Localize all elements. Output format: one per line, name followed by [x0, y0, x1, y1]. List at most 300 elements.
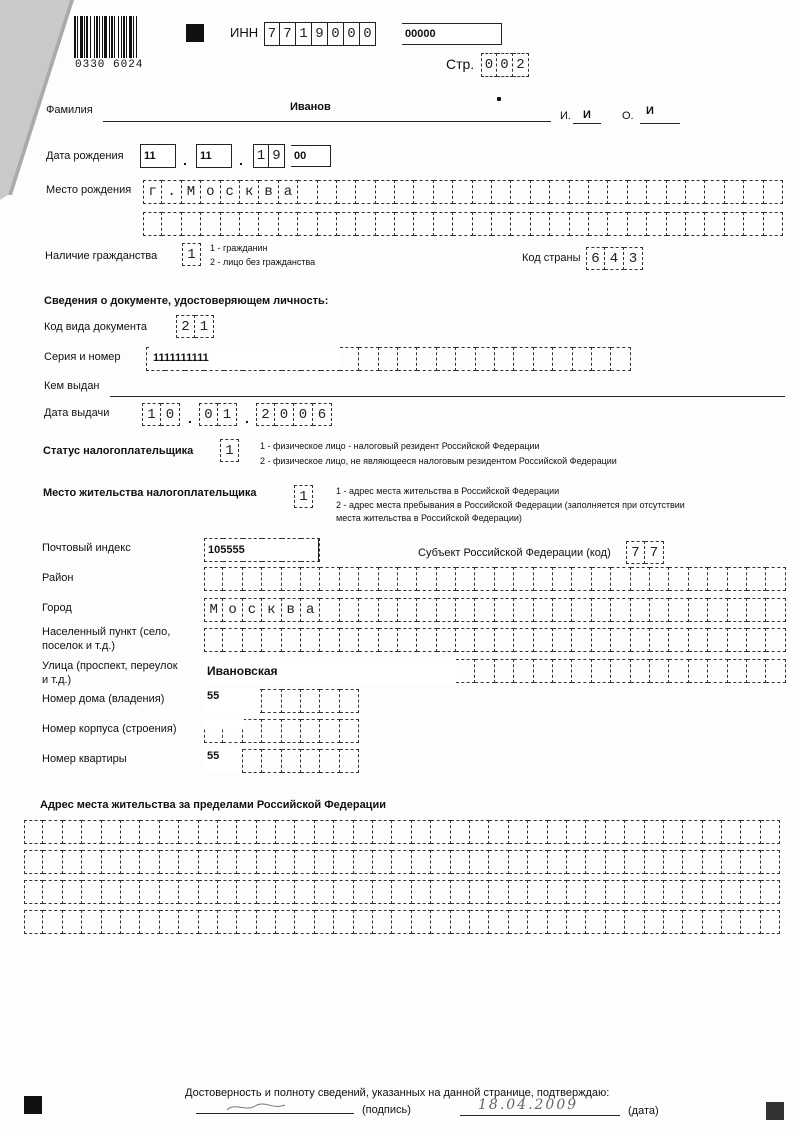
form-cell [567, 820, 586, 844]
form-cell [592, 347, 611, 371]
form-cell [43, 910, 62, 934]
form-cell [611, 659, 630, 683]
form-cell [376, 180, 395, 204]
form-cell [664, 880, 683, 904]
barcode-bar [111, 16, 113, 58]
form-cell [373, 820, 392, 844]
form-cell [553, 628, 572, 652]
form-cell [586, 880, 605, 904]
form-cell [747, 598, 766, 622]
form-cell [606, 820, 625, 844]
form-cell: в [282, 598, 301, 622]
form-cell [431, 910, 450, 934]
form-cell [683, 880, 702, 904]
signature-label: (подпись) [362, 1104, 411, 1116]
form-cell [282, 689, 301, 713]
form-cell [82, 820, 101, 844]
taxpayer-status-label: Статус налогоплательщика [43, 445, 194, 457]
form-cell [725, 212, 744, 236]
form-cell [722, 820, 741, 844]
form-cell [354, 820, 373, 844]
inn-tail: 00000 [402, 23, 502, 45]
form-cell [572, 567, 591, 591]
form-cell [340, 598, 359, 622]
form-cell [414, 180, 433, 204]
form-cell [606, 880, 625, 904]
form-cell [495, 659, 514, 683]
form-cell [548, 910, 567, 934]
form-cell [451, 880, 470, 904]
foreign-address-row-3 [24, 880, 780, 904]
form-cell [686, 212, 705, 236]
street-label-2: и т.д.) [42, 674, 72, 686]
form-cell [567, 910, 586, 934]
residence-cell [294, 485, 313, 508]
form-cell [489, 850, 508, 874]
form-cell [747, 567, 766, 591]
form-cell [282, 749, 301, 773]
form-cell: 1 [182, 243, 201, 266]
form-cell [412, 850, 431, 874]
form-cell [257, 820, 276, 844]
form-cell [259, 212, 278, 236]
form-cell [650, 628, 669, 652]
form-cell [140, 910, 159, 934]
barcode-image [72, 16, 164, 62]
form-cell [453, 212, 472, 236]
form-cell [24, 910, 43, 934]
inn-cells [264, 22, 376, 46]
form-cell [398, 567, 417, 591]
apartment-value: 55 [204, 748, 242, 773]
form-cell [683, 850, 702, 874]
form-cell: 0 [344, 22, 360, 46]
form-cell [340, 628, 359, 652]
form-cell [553, 567, 572, 591]
form-cell [741, 850, 760, 874]
form-cell [611, 567, 630, 591]
form-cell [295, 820, 314, 844]
settlement-label-1: Населенный пункт (село, [42, 626, 171, 638]
form-cell [728, 567, 747, 591]
form-cell [262, 628, 281, 652]
form-cell [528, 850, 547, 874]
form-cell [412, 880, 431, 904]
speck [497, 97, 501, 101]
form-cell [301, 628, 320, 652]
form-cell [282, 628, 301, 652]
form-cell [650, 659, 669, 683]
form-cell [276, 880, 295, 904]
form-cell [392, 850, 411, 874]
form-cell [379, 628, 398, 652]
form-cell [586, 910, 605, 934]
form-cell: с [243, 598, 262, 622]
region-code-cells [626, 541, 664, 564]
barcode-bar [90, 16, 91, 58]
form-cell [301, 567, 320, 591]
form-cell [572, 659, 591, 683]
form-cell [606, 910, 625, 934]
form-cell [434, 212, 453, 236]
initial-name-line [573, 123, 601, 124]
form-cell [24, 850, 43, 874]
form-cell [237, 880, 256, 904]
form-cell [548, 820, 567, 844]
issued-by-label: Кем выдан [44, 380, 100, 392]
barcode-bar [126, 16, 127, 58]
postal-code-label: Почтовый индекс [42, 542, 131, 554]
form-cell [747, 659, 766, 683]
settlement-label-2: поселок и т.д.) [42, 640, 116, 652]
form-cell [495, 347, 514, 371]
birth-month: 11 [196, 144, 232, 168]
form-cell [531, 212, 550, 236]
issue-day-cells [142, 403, 180, 426]
form-cell [221, 212, 240, 236]
form-cell [647, 212, 666, 236]
document-section-title: Сведения о документе, удостоверяющем личность: [44, 295, 329, 307]
barcode-bar [121, 16, 122, 58]
form-cell [376, 212, 395, 236]
form-cell [722, 880, 741, 904]
form-cell [63, 850, 82, 874]
form-cell [492, 212, 511, 236]
form-cell [199, 880, 218, 904]
form-cell [395, 212, 414, 236]
form-cell [548, 880, 567, 904]
form-cell [592, 659, 611, 683]
form-cell [747, 628, 766, 652]
form-cell: в [259, 180, 278, 204]
form-cell [689, 628, 708, 652]
form-cell [320, 689, 339, 713]
form-cell [608, 212, 627, 236]
form-cell [199, 850, 218, 874]
form-cell [703, 880, 722, 904]
form-cell [669, 628, 688, 652]
form-cell [356, 212, 375, 236]
form-cell [359, 628, 378, 652]
form-cell [741, 880, 760, 904]
series-value: 1111111111 [150, 346, 340, 370]
issued-by-line [110, 396, 785, 397]
form-cell [182, 212, 201, 236]
form-cell [511, 212, 530, 236]
form-cell [395, 180, 414, 204]
form-cell [243, 567, 262, 591]
form-cell [514, 567, 533, 591]
issue-sep-2: . [245, 410, 249, 426]
form-cell [689, 598, 708, 622]
form-cell: 0 [360, 22, 376, 46]
form-cell [262, 749, 281, 773]
form-cell [334, 910, 353, 934]
residence-option-2: 2 - адрес места пребывания в Российской Федерации (заполняется при отсутствии [336, 500, 685, 510]
form-cell [744, 212, 763, 236]
initial-patronymic-line [640, 123, 680, 124]
residence-option-1: 1 - адрес места жительства в Российской Федерации [336, 486, 560, 496]
form-cell [102, 880, 121, 904]
form-cell [240, 212, 259, 236]
form-cell [282, 567, 301, 591]
barcode-bar [129, 16, 132, 58]
form-cell [43, 850, 62, 874]
form-cell [708, 598, 727, 622]
form-cell [199, 910, 218, 934]
form-cell [373, 910, 392, 934]
corner-marker-bottom-left [24, 1096, 42, 1114]
form-cell: 0 [294, 403, 313, 426]
form-cell [320, 749, 339, 773]
form-cell [686, 180, 705, 204]
form-cell [276, 820, 295, 844]
form-cell [470, 910, 489, 934]
form-cell [667, 212, 686, 236]
barcode-bar [133, 16, 134, 58]
form-cell [102, 910, 121, 934]
form-cell [631, 598, 650, 622]
form-cell: г [143, 180, 162, 204]
form-cell [417, 567, 436, 591]
form-cell [340, 719, 359, 743]
form-cell [431, 820, 450, 844]
form-cell [628, 212, 647, 236]
form-cell [570, 212, 589, 236]
form-cell [761, 910, 780, 934]
form-cell [315, 820, 334, 844]
form-cell [218, 820, 237, 844]
house-label: Номер дома (владения) [42, 693, 165, 705]
form-cell [509, 910, 528, 934]
form-cell [315, 910, 334, 934]
form-cell [295, 910, 314, 934]
birth-day: 11 [140, 144, 176, 168]
form-cell [199, 820, 218, 844]
form-cell: о [201, 180, 220, 204]
form-cell [243, 749, 262, 773]
form-cell [528, 910, 547, 934]
form-cell [589, 212, 608, 236]
form-cell [495, 567, 514, 591]
postal-code-value: 105555 [205, 539, 319, 561]
form-cell [379, 347, 398, 371]
surname-value: Иванов [290, 101, 331, 113]
form-cell [534, 659, 553, 683]
form-cell [689, 659, 708, 683]
form-cell [243, 628, 262, 652]
birthdate-label: Дата рождения [46, 150, 124, 162]
form-cell [417, 598, 436, 622]
corner-marker-top [186, 24, 204, 42]
form-cell [705, 180, 724, 204]
form-cell [354, 880, 373, 904]
form-cell [514, 598, 533, 622]
form-cell [320, 567, 339, 591]
district-label: Район [42, 572, 74, 584]
form-cell [509, 880, 528, 904]
form-cell [43, 880, 62, 904]
residence-label: Место жительства налогоплательщика [43, 487, 257, 499]
form-cell [476, 347, 495, 371]
form-cell [567, 850, 586, 874]
house-value: 55 [204, 688, 260, 713]
form-cell [625, 850, 644, 874]
form-cell: 0 [161, 403, 180, 426]
form-cell [121, 850, 140, 874]
birthplace-cells-row1 [143, 180, 783, 204]
form-cell [514, 628, 533, 652]
form-cell [218, 850, 237, 874]
form-cell [492, 180, 511, 204]
barcode-bar [123, 16, 125, 58]
form-cell [43, 820, 62, 844]
form-cell [475, 659, 494, 683]
initial-patronymic-value: И [646, 105, 654, 117]
form-cell [475, 628, 494, 652]
form-cell [475, 598, 494, 622]
barcode-bar [77, 16, 78, 58]
document-type-label: Код вида документа [44, 321, 147, 333]
foreign-address-row-2 [24, 850, 780, 874]
region-label: Субъект Российской Федерации (код) [418, 547, 611, 559]
form-cell [708, 567, 727, 591]
form-cell [434, 180, 453, 204]
country-label: Код страны [522, 252, 581, 264]
form-cell [722, 910, 741, 934]
form-cell [414, 212, 433, 236]
form-cell [456, 598, 475, 622]
surname-label: Фамилия [46, 104, 93, 116]
form-cell [417, 347, 436, 371]
form-cell [160, 880, 179, 904]
form-cell [431, 850, 450, 874]
apartment-label: Номер квартиры [42, 753, 127, 765]
form-cell [741, 820, 760, 844]
form-cell [24, 820, 43, 844]
barcode-bar [118, 16, 119, 58]
form-cell: М [182, 180, 201, 204]
barcode-bar [114, 16, 115, 58]
form-cell: М [204, 598, 223, 622]
form-cell [456, 347, 475, 371]
form-cell [356, 180, 375, 204]
form-cell: 2 [256, 403, 275, 426]
form-cell [553, 347, 572, 371]
form-cell [489, 910, 508, 934]
citizenship-option-1: 1 - гражданин [210, 243, 268, 253]
form-cell [528, 880, 547, 904]
form-cell [162, 212, 181, 236]
form-cell [650, 598, 669, 622]
form-cell [683, 910, 702, 934]
form-cell [766, 567, 785, 591]
city-label: Город [42, 602, 72, 614]
taxpayer-status-option-2: 2 - физическое лицо, не являющееся налоговым резидентом Российской Федерации [260, 456, 617, 466]
taxpayer-status-cell [220, 439, 239, 462]
citizenship-label: Наличие гражданства [45, 250, 158, 262]
form-cell [140, 880, 159, 904]
form-cell [611, 347, 630, 371]
form-cell: 2 [176, 315, 195, 338]
form-cell [359, 567, 378, 591]
form-cell [204, 567, 223, 591]
foreign-address-row-4 [24, 910, 780, 934]
initial-name-label: И. [560, 110, 571, 122]
surname-line [103, 121, 551, 122]
form-cell [354, 850, 373, 874]
barcode-bar [104, 16, 107, 58]
birth-sep-2: . [239, 152, 243, 168]
form-cell [218, 910, 237, 934]
form-cell [744, 180, 763, 204]
form-cell [647, 180, 666, 204]
form-cell [473, 180, 492, 204]
form-cell [741, 910, 760, 934]
form-cell [282, 719, 301, 743]
form-cell [592, 598, 611, 622]
barcode-bar [94, 16, 95, 58]
form-cell [669, 659, 688, 683]
form-cell [179, 910, 198, 934]
form-cell [650, 567, 669, 591]
form-cell [201, 212, 220, 236]
taxpayer-status-option-1: 1 - физическое лицо - налоговый резидент Российской Федерации [260, 441, 540, 451]
form-cell [451, 910, 470, 934]
form-cell [645, 880, 664, 904]
form-cell [489, 820, 508, 844]
barcode-bar [109, 16, 110, 58]
barcode-bar [74, 16, 76, 58]
birth-year-tail: 00 [291, 145, 331, 167]
form-cell [725, 180, 744, 204]
form-cell [340, 347, 359, 371]
street-value: Ивановская [204, 658, 456, 683]
building-label: Номер корпуса (строения) [42, 723, 177, 735]
form-cell [606, 850, 625, 874]
form-cell [298, 180, 317, 204]
form-cell [456, 567, 475, 591]
form-cell [160, 850, 179, 874]
form-cell [218, 880, 237, 904]
form-cell [179, 850, 198, 874]
form-cell [528, 820, 547, 844]
form-cell [179, 820, 198, 844]
form-cell: 0 [328, 22, 344, 46]
barcode-bar [96, 16, 98, 58]
form-cell [392, 910, 411, 934]
barcode-bar [102, 16, 103, 58]
form-cell: 0 [497, 53, 513, 77]
barcode-bar [80, 16, 83, 58]
series-label: Серия и номер [44, 351, 121, 363]
form-cell [728, 659, 747, 683]
form-cell [257, 850, 276, 874]
form-cell: а [279, 180, 298, 204]
form-cell [572, 628, 591, 652]
form-cell [412, 820, 431, 844]
form-cell [475, 567, 494, 591]
form-cell [354, 910, 373, 934]
form-cell [645, 820, 664, 844]
form-cell [570, 180, 589, 204]
form-cell [761, 850, 780, 874]
form-cell [728, 598, 747, 622]
form-cell [592, 628, 611, 652]
form-cell [586, 850, 605, 874]
form-cell [495, 598, 514, 622]
form-cell [223, 567, 242, 591]
